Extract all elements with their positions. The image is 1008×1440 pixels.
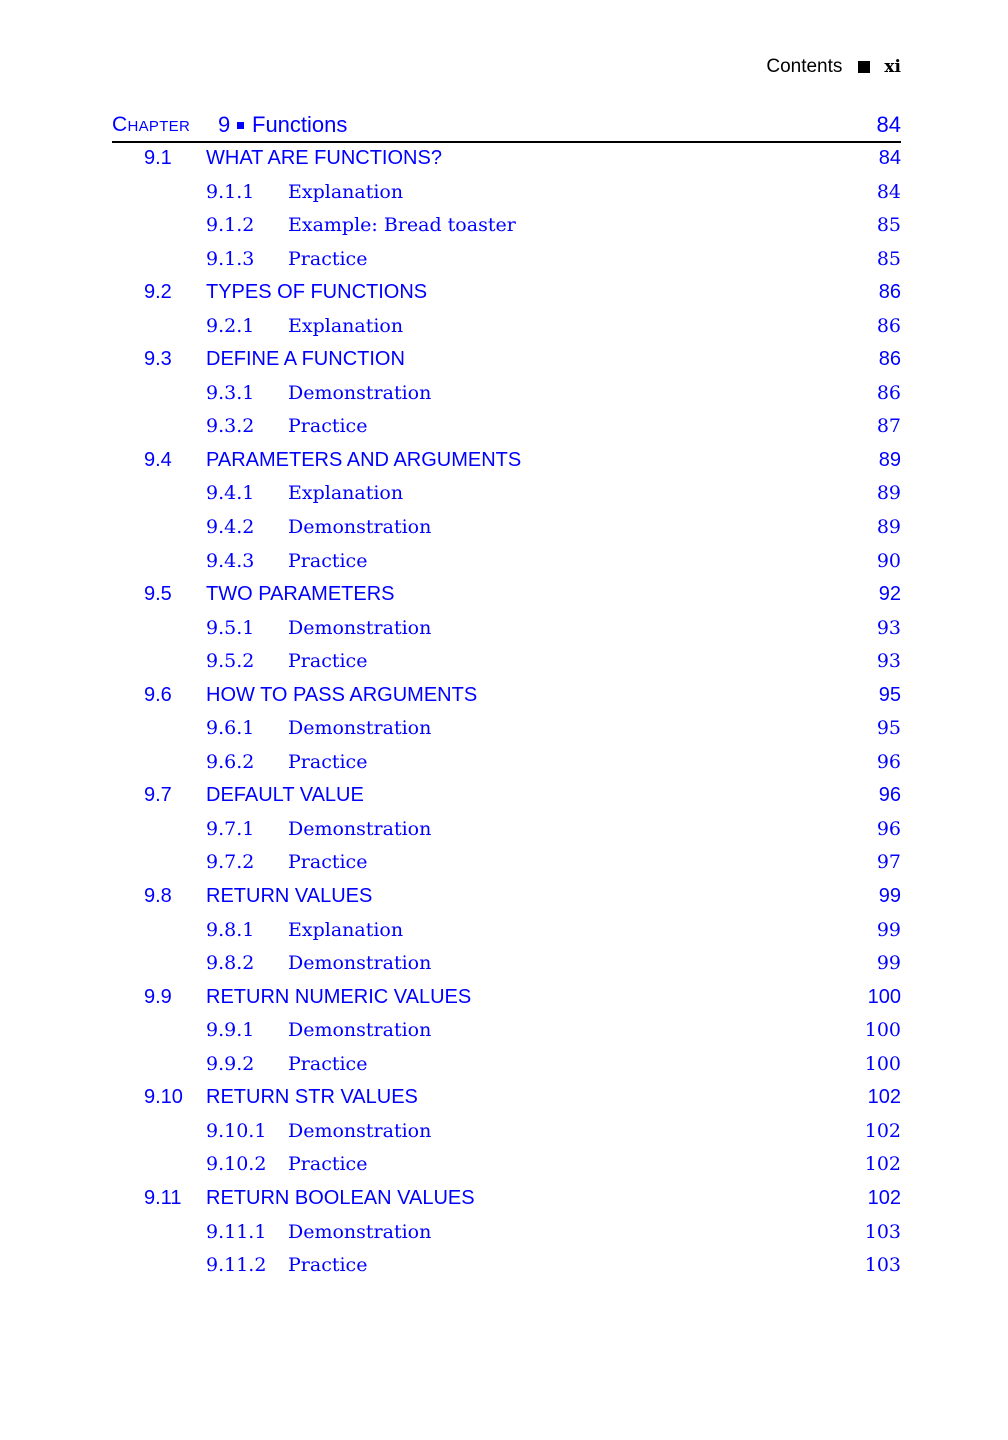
toc-entry-number: 9.5 [144,583,172,606]
toc-entry-number: 9.3.2 [206,415,255,438]
toc-entry-page-number: 99 [876,918,901,941]
toc-subsection-entry[interactable] [112,179,901,213]
toc-section-entry[interactable] [112,682,901,716]
toc-section-entry[interactable] [112,1185,901,1219]
toc-entry-number: 9.2.1 [206,314,255,337]
toc-subsection-entry[interactable] [112,1118,901,1152]
toc-entry-page-number: 90 [876,549,901,572]
toc-subsection-entry[interactable] [112,648,901,682]
toc-entry-page-number: 85 [876,247,901,270]
toc-entry-page-number: 95 [878,683,901,706]
toc-subsection-entry[interactable] [112,1151,901,1185]
toc-subsection-entry[interactable] [112,816,901,850]
toc-entry-title: RETURN VALUES [206,885,373,908]
toc-subsection-entry[interactable] [112,246,901,280]
chapter-label: Chapter [112,113,191,136]
toc-entry-title: Practice [288,1153,368,1176]
toc-entry-title: Demonstration [288,1119,432,1142]
chapter-heading-link[interactable] [112,110,901,143]
toc-entry-number: 9.7.1 [206,817,255,840]
toc-entry-page-number: 102 [867,1186,901,1209]
toc-entry-title: PARAMETERS AND ARGUMENTS [206,448,522,471]
toc-entry-title: Demonstration [288,1019,432,1042]
toc-entry-title: Practice [288,1052,368,1075]
toc-entry-number: 9.10 [144,1086,183,1109]
toc-entry-title: Practice [288,415,368,438]
toc-subsection-entry[interactable] [112,380,901,414]
toc-subsection-entry[interactable] [112,1252,901,1286]
toc-subsection-entry[interactable] [112,917,901,951]
toc-subsection-entry[interactable] [112,313,901,347]
chapter-number: 9 [218,112,231,137]
chapter-page-number: 84 [876,112,901,137]
toc-entry-page-number: 96 [876,750,901,773]
toc-entry-number: 9.7 [144,784,172,807]
toc-entry-title: RETURN BOOLEAN VALUES [206,1186,475,1209]
toc-entry-title: TYPES OF FUNCTIONS [206,281,428,304]
toc-section-entry[interactable] [112,883,901,917]
running-head-page-number: xi [884,57,901,77]
toc-entry-page-number: 100 [867,985,901,1008]
toc-entry-number: 9.11.1 [206,1220,267,1243]
toc-section-entry[interactable] [112,447,901,481]
toc-entry-page-number: 93 [876,616,901,639]
toc-entry-number: 9.9.1 [206,1019,255,1042]
toc-section-entry[interactable] [112,1084,901,1118]
toc-entry-number: 9.7.2 [206,851,255,874]
toc-entry-title: Practice [288,1254,368,1277]
chapter-title: Functions [252,112,348,137]
toc-entry-number: 9.6 [144,683,172,706]
toc-section-entry[interactable] [112,984,901,1018]
toc-entry-title: Demonstration [288,381,432,404]
toc-entry-page-number: 102 [864,1119,901,1142]
toc-entry-page-number: 103 [864,1220,901,1243]
toc-entry-page-number: 86 [876,381,901,404]
toc-entry-number: 9.5.1 [206,616,255,639]
toc-entry-number: 9.8.2 [206,952,255,975]
toc-entry-page-number: 100 [864,1019,901,1042]
toc-entry-title: Practice [288,549,368,572]
toc-entry-title: Demonstration [288,817,432,840]
toc-entry-page-number: 95 [876,717,901,740]
toc-entry-page-number: 89 [878,448,901,471]
toc-entry-number: 9.5.2 [206,650,255,673]
toc-section-entry[interactable] [112,145,901,179]
toc-entry-number: 9.3 [144,348,172,371]
toc-entry-page-number: 86 [878,348,901,371]
toc-entry-number: 9.10.1 [206,1119,267,1142]
toc-entry-title: Explanation [288,314,404,337]
running-head-label: Contents [766,56,843,77]
toc-section-entry[interactable] [112,581,901,615]
toc-entry-page-number: 93 [876,650,901,673]
toc-entry-page-number: 96 [878,784,901,807]
toc-entry-page-number: 86 [878,281,901,304]
toc-entry-number: 9.6.1 [206,717,255,740]
toc-entry-page-number: 85 [876,214,901,237]
toc-entry-number: 9.8 [144,885,172,908]
running-head [766,56,901,78]
toc-entry-page-number: 92 [878,583,901,606]
toc-entry-page-number: 84 [878,147,901,169]
toc-entry-title: Practice [288,650,368,673]
toc-entry-page-number: 96 [876,817,901,840]
toc-entry-number: 9.1.3 [206,247,255,270]
toc-entry-number: 9.9 [144,985,172,1008]
toc-subsection-entry[interactable] [112,1017,901,1051]
toc-entry-title: Practice [288,851,368,874]
toc-entry-number: 9.8.1 [206,918,255,941]
toc-entry-number: 9.1.1 [206,180,255,203]
toc-entry-page-number: 99 [876,952,901,975]
toc-entry-page-number: 87 [876,415,901,438]
toc-entry-page-number: 100 [864,1052,901,1075]
toc-entry-number: 9.2 [144,281,172,304]
toc-entry-number: 9.4.3 [206,549,255,572]
toc-entry-title: Demonstration [288,717,432,740]
toc-entry-page-number: 99 [878,885,901,908]
toc-entry-page-number: 89 [876,516,901,539]
toc-subsection-entry[interactable] [112,212,901,246]
toc-entry-title: Demonstration [288,952,432,975]
toc-entry-number: 9.3.1 [206,381,255,404]
toc-subsection-entry[interactable] [112,749,901,783]
toc-entry-title: Practice [288,750,368,773]
toc-entry-title: Demonstration [288,616,432,639]
toc-entry-number: 9.9.2 [206,1052,255,1075]
toc-entry-number: 9.1 [144,147,172,169]
toc-entry-title: Practice [288,247,368,270]
toc-entry-title: Explanation [288,180,404,203]
toc-entry-title: DEFAULT VALUE [206,784,364,807]
toc-entry-number: 9.11 [144,1186,182,1209]
toc-entry-title: Explanation [288,918,404,941]
toc-entry-number: 9.4.1 [206,482,255,505]
toc-entry-title: Demonstration [288,1220,432,1243]
toc-section-entry[interactable] [112,346,901,380]
square-bullet-icon [858,61,870,73]
toc-entry-number: 9.11.2 [206,1254,267,1277]
toc-entry-page-number: 102 [864,1153,901,1176]
toc-entry-title: TWO PARAMETERS [206,583,395,606]
toc-subsection-entry[interactable] [112,950,901,984]
toc-subsection-entry[interactable] [112,413,901,447]
toc-entry-number: 9.4 [144,448,172,471]
toc-subsection-entry[interactable] [112,615,901,649]
toc-entry-title: RETURN NUMERIC VALUES [206,985,472,1008]
toc-section-entry[interactable] [112,782,901,816]
toc-entry-page-number: 86 [876,314,901,337]
toc-entry-title: Demonstration [288,516,432,539]
toc-subsection-entry[interactable] [112,849,901,883]
toc-subsection-entry[interactable] [112,715,901,749]
toc-entry-page-number: 102 [867,1086,901,1109]
toc-entry-page-number: 89 [876,482,901,505]
toc-subsection-entry[interactable] [112,548,901,582]
toc-entry-title: RETURN STR VALUES [206,1086,418,1109]
toc-entry-title: DEFINE A FUNCTION [206,348,405,371]
toc-entry-number: 9.4.2 [206,516,255,539]
toc-entry-title: Explanation [288,482,404,505]
toc-entry-page-number: 103 [864,1254,901,1277]
toc-entry-title: WHAT ARE FUNCTIONS? [206,147,442,169]
toc-entry-page-number: 84 [876,180,901,203]
toc-subsection-entry[interactable] [112,480,901,514]
toc-entry-title: HOW TO PASS ARGUMENTS [206,683,478,706]
table-of-contents [112,145,901,1286]
toc-subsection-entry[interactable] [112,1219,901,1253]
toc-entry-number: 9.1.2 [206,214,255,237]
toc-section-entry[interactable] [112,279,901,313]
square-bullet-icon [237,122,244,129]
toc-subsection-entry[interactable] [112,514,901,548]
toc-subsection-entry[interactable] [112,1051,901,1085]
toc-entry-title: Example: Bread toaster [288,214,516,237]
toc-entry-page-number: 97 [876,851,901,874]
toc-entry-number: 9.10.2 [206,1153,267,1176]
toc-entry-number: 9.6.2 [206,750,255,773]
